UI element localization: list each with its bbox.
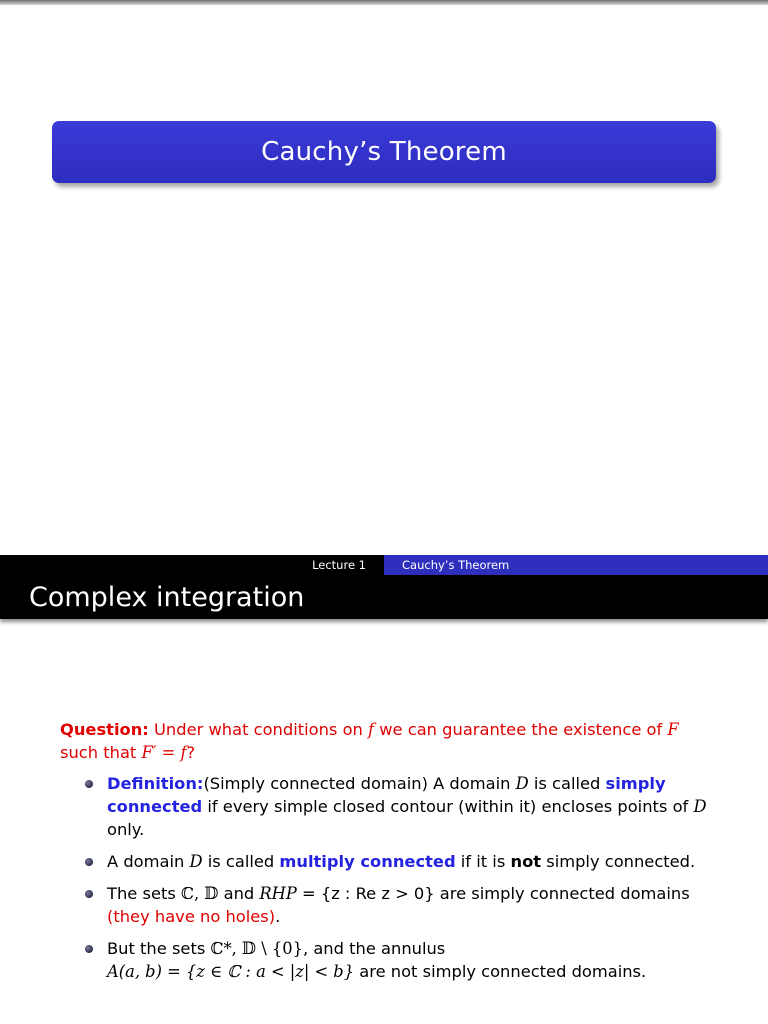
- slide-title: Cauchy’s Theorem: [261, 137, 507, 167]
- item-text: The sets: [107, 884, 181, 903]
- list-item: [60, 772, 720, 841]
- list-item: [60, 850, 720, 873]
- note-no-holes: (they have no holes): [107, 907, 276, 926]
- math-f: f: [368, 720, 375, 739]
- list-item: [60, 937, 720, 983]
- item-text: if every simple closed contour (within it) encloses points of: [202, 797, 694, 816]
- item-text: = {z : Re z > 0} are simply connected domains: [296, 884, 690, 903]
- math-sets: ℂ, 𝔻: [181, 884, 219, 903]
- term-multiply-connected: multiply connected: [279, 852, 456, 871]
- navigation-strip: [0, 555, 768, 575]
- math-F: F: [667, 720, 679, 739]
- bullet-list: [60, 772, 720, 983]
- item-text: (Simply connected domain) A domain: [203, 774, 516, 793]
- question-text: ?: [186, 743, 196, 762]
- item-text: and: [218, 884, 260, 903]
- term-simply-connected: simply connected: [107, 774, 666, 816]
- question-text: Under what conditions on: [148, 720, 369, 739]
- math-annulus: A(a, b) = {z ∈ ℂ : a < |z| < b}: [107, 962, 355, 981]
- math-sets: ℂ*, 𝔻 \ {0}: [210, 939, 303, 958]
- nav-lecture[interactable]: [0, 555, 384, 575]
- item-text: But the sets: [107, 939, 211, 958]
- slide-title-box: [52, 121, 716, 183]
- question-paragraph: [60, 718, 720, 764]
- frame-title-bar: [0, 575, 768, 619]
- item-text: simply connected.: [541, 852, 696, 871]
- nav-section-label: Cauchy’s Theorem: [402, 558, 510, 572]
- emphasis-not: not: [510, 852, 542, 871]
- top-rule: [0, 0, 768, 5]
- item-text: are not simply connected domains.: [354, 962, 647, 981]
- bullet-icon: [85, 780, 93, 788]
- item-text: A domain: [107, 852, 190, 871]
- bullet-icon: [85, 858, 93, 866]
- math-equation: F′ = f: [141, 743, 187, 762]
- nav-lecture-label: Lecture 1: [312, 558, 366, 572]
- item-text: is called: [528, 774, 606, 793]
- item-text: only.: [107, 820, 145, 839]
- nav-section[interactable]: [384, 555, 768, 575]
- math-D: D: [189, 852, 203, 871]
- item-text: , and the annulus: [302, 939, 446, 958]
- item-text: .: [275, 907, 281, 926]
- question-text: such that: [60, 743, 142, 762]
- frame-title: Complex integration: [29, 581, 305, 613]
- question-label: Question:: [60, 720, 149, 739]
- list-item: [60, 882, 720, 928]
- item-text: is called: [202, 852, 280, 871]
- definition-label: Definition:: [107, 774, 204, 793]
- math-D: D: [515, 774, 529, 793]
- slide-content: [60, 718, 720, 992]
- item-text: if it is: [455, 852, 511, 871]
- math-D: D: [693, 797, 707, 816]
- bullet-icon: [85, 890, 93, 898]
- math-rhp: RHP: [259, 884, 297, 903]
- question-text: we can guarantee the existence of: [374, 720, 668, 739]
- bullet-icon: [85, 945, 93, 953]
